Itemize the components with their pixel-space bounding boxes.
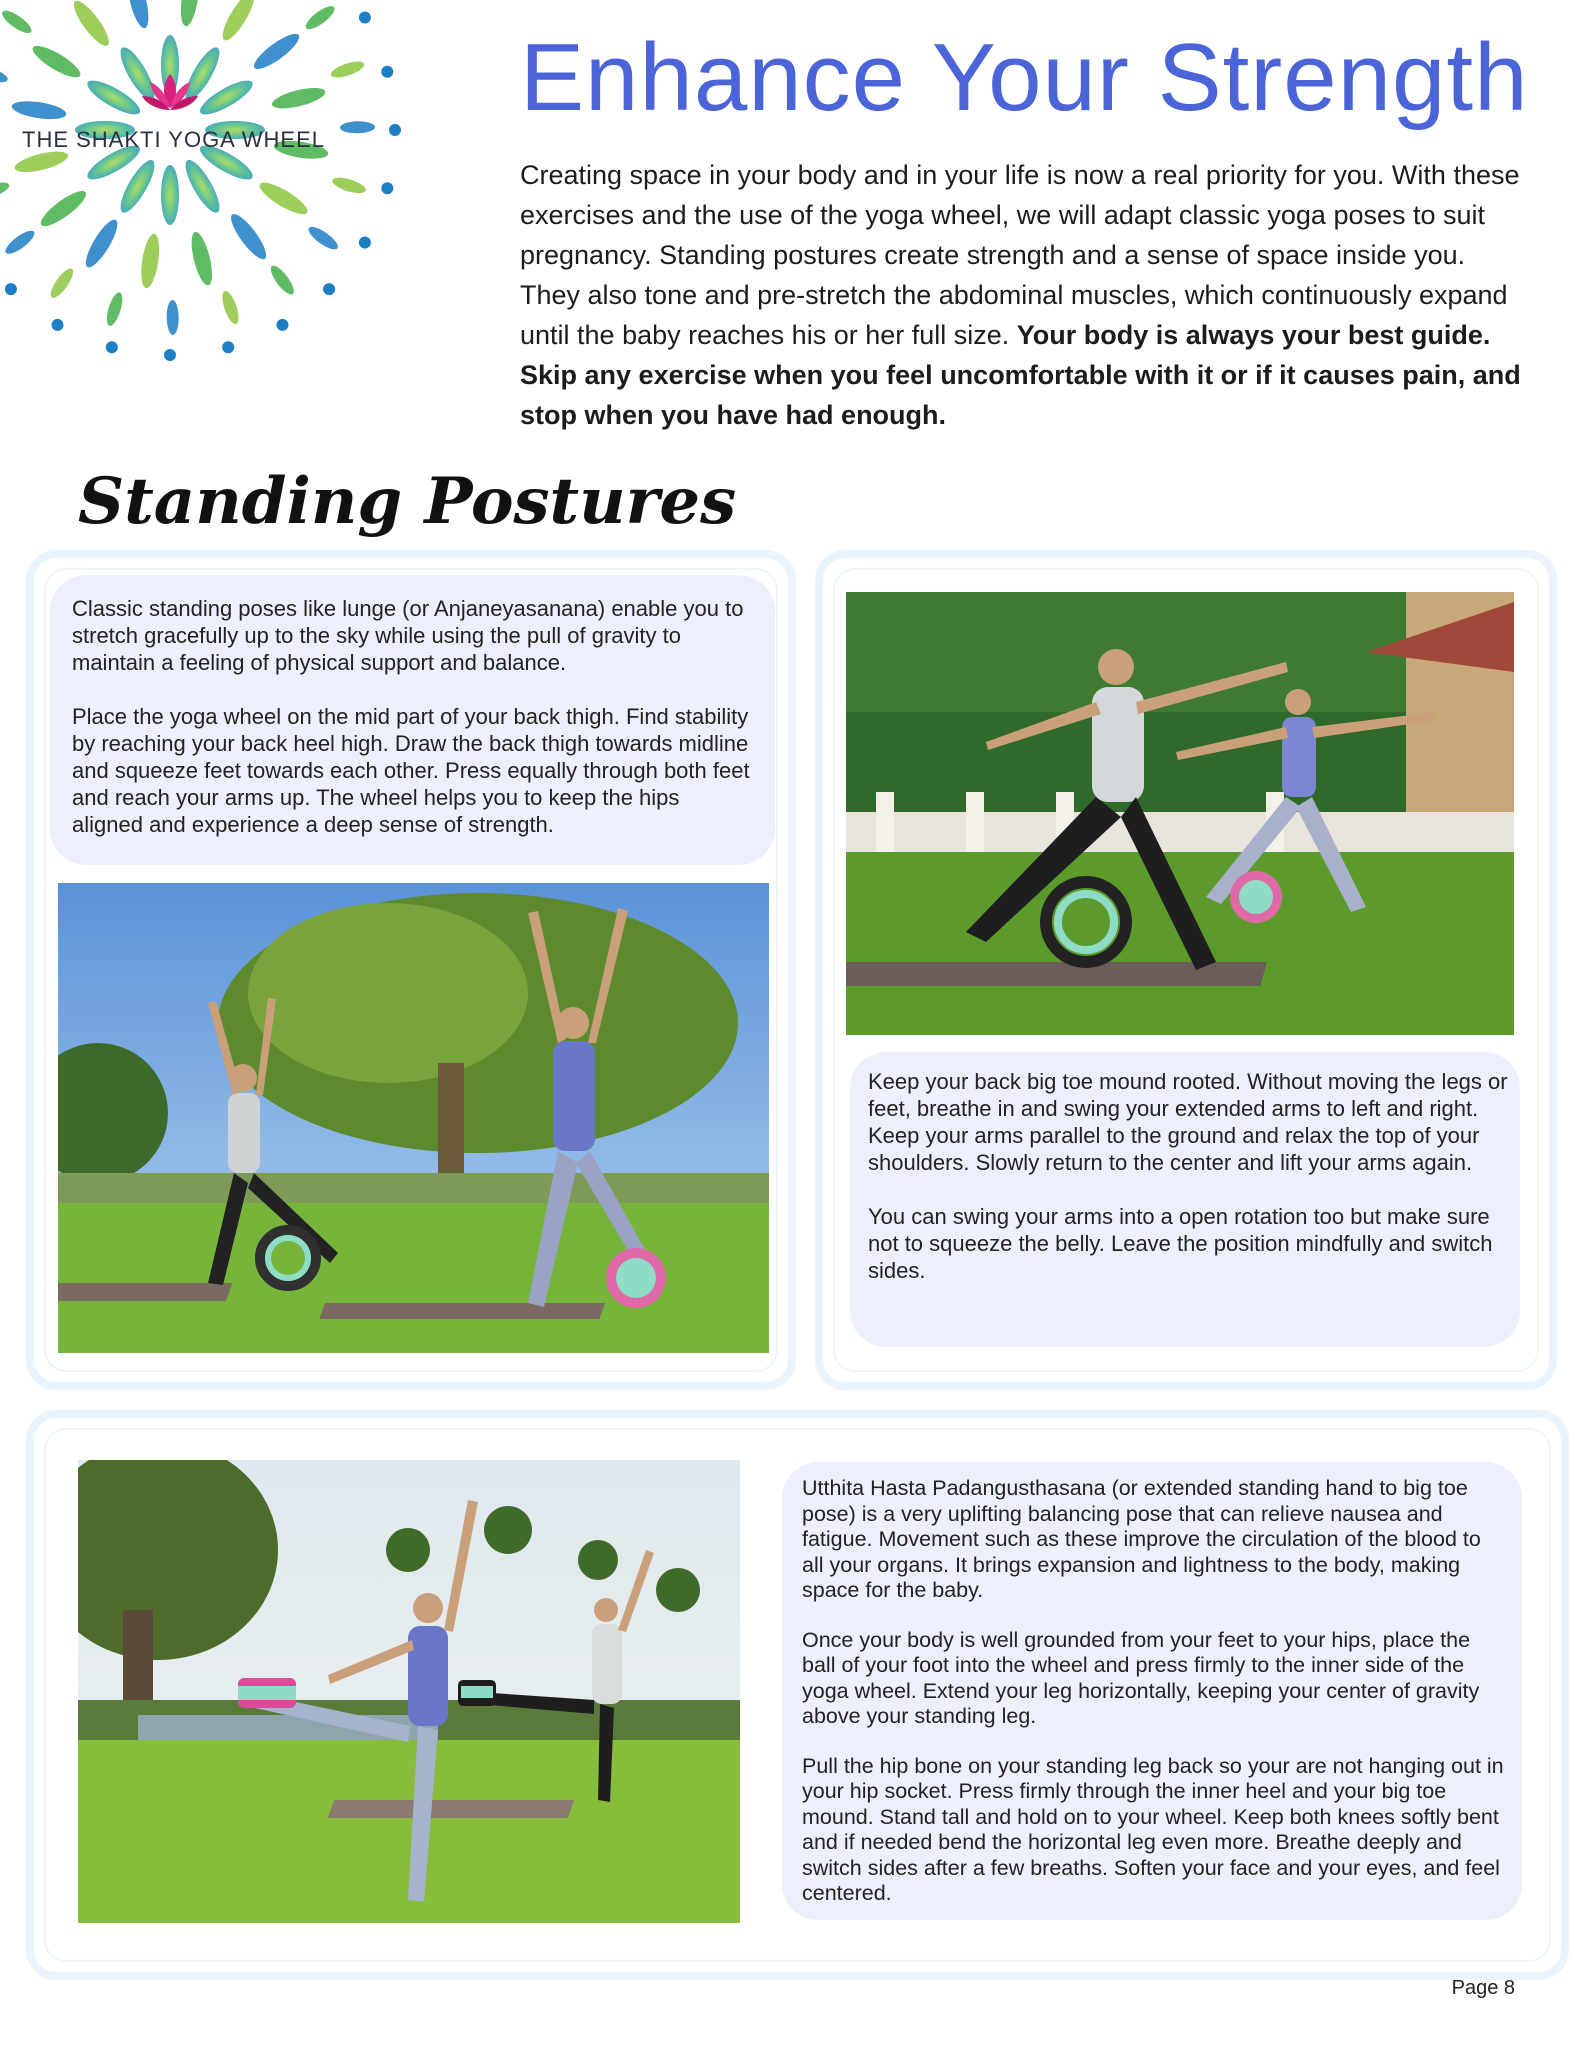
paragraph: Utthita Hasta Padangusthasana (or extended standing hand to big toe pose) is a very uplifting balancing pose that can relieve nausea and fatigue. Movement such as these improve the circulation of the blood to all your organs. It brings expansion and lightness to the body, making space for the baby. [802,1476,1481,1602]
mandala-petal [256,177,311,219]
mandala-petal [138,233,162,290]
paragraph: You can swing your arms into a open rotation too but make sure not to squeeze the belly. Leave the position mindfully and switch sides. [868,1204,1493,1283]
mandala-petal [11,98,68,122]
text-bubble-lunge [50,575,775,865]
mandala-dot [389,124,401,136]
paragraph: Classic standing poses like lunge (or Anjaneyasanana) enable you to stretch gracefully up to the sky while using the pull of gravity to maintain a feeling of physical support and balance. [72,596,744,675]
mandala-petal [104,291,126,328]
mandala-petal [270,84,327,113]
mandala-petal [37,186,91,232]
mandala-dot [359,237,371,249]
photo-hand-to-big-toe-pose [78,1460,740,1923]
mandala-petal [161,165,179,225]
intro-bold-text: Your body is always your best guide. Skip any exercise when you feel uncomfortable with it or if it causes pain, and stop when you have had enough. [520,320,1521,430]
mandala-petal [47,265,77,301]
mandala-dot [381,182,393,194]
paragraph: Place the yoga wheel on the mid part of your back thigh. Find stability by reaching your back heel high. Draw the back thigh towards midline and squeeze feet towards each other. Press equally through both feet and reach your arms up. The wheel helps you to keep the hips aligned and experience a deep sense of strength. [72,704,750,837]
mandala-petal [331,174,368,196]
mandala-petal [267,262,298,297]
mandala-petal [124,0,153,30]
mandala-petal [340,121,375,133]
mandala-dot [277,319,289,331]
mandala-dot [5,283,17,295]
mandala-petal [166,300,178,335]
mandala-dot [52,319,64,331]
text-bubble-balance-pose [782,1462,1522,1920]
paragraph: Once your body is well grounded from your feet to your hips, place the ball of your foot into the wheel and press firmly to the inner side of the yoga wheel. Extend your leg horizontally, keeping your center of gravity above your standing leg. [802,1627,1480,1728]
mandala-petal [0,64,9,86]
mandala-petal [81,216,123,271]
mandala-petal [69,0,115,50]
mandala-petal [219,289,242,326]
mandala-dot [323,283,335,295]
mandala-petal [305,223,341,253]
paragraph: Pull the hip bone on your standing leg back so your are not hanging out in your hip socket. Press firmly through the inner heel and your big toe mound. Stand tall and hold on to your wheel. Keep both knees softly bent and if needed bend the horizontal leg even more. Breathe deeply and switch sides after a few breaths. Soften your face and your eyes, and feel centered. [802,1753,1504,1905]
mandala-petal [0,7,35,37]
photo-lunge-arm-swing [846,592,1514,1035]
mandala-dot [222,341,234,353]
mandala-petal [2,227,37,258]
page-number: Page 8 [1451,1977,1515,1999]
photo-lunge-arms-up [58,883,769,1353]
brand-name: THE SHAKTI YOGA WHEEL [22,127,325,152]
mandala-petal [302,2,337,33]
mandala-icon [0,0,470,410]
mandala-petal [187,230,216,287]
page-title: Enhance Your Strength [520,24,1529,131]
mandala-petal [178,0,202,27]
mandala-petal [250,29,304,75]
mandala-petal [0,179,11,202]
mandala-petal [226,210,272,264]
logo [0,0,470,410]
lotus-icon [140,70,200,118]
paragraph: Keep your back big toe mound rooted. Without moving the legs or feet, breathe in and swing your extended arms to left and right. Keep your arms parallel to the ground and relax the top of your shoulders. Slowly return to the center and lift your arms again. [868,1069,1508,1175]
mandala-dot [106,341,118,353]
text-bubble-arm-swing [850,1052,1520,1347]
section-title: Standing Postures [78,464,737,539]
mandala-petal [217,0,259,44]
intro-text: Creating space in your body and in your life is now a real priority for you. With these exercises and the use of the yoga wheel, we will adapt classic yoga poses to suit pregnancy. Standing postures create strength and a sense of space inside you. They also tone and pre-stretch the abdominal muscles, which continuously expand until the baby reaches his or her full size. [520,160,1520,350]
mandala-dot [164,349,176,361]
mandala-petal [29,41,84,83]
mandala-petal [329,58,366,81]
mandala-dot [381,66,393,78]
intro-paragraph [520,155,1530,435]
mandala-dot [359,12,371,24]
